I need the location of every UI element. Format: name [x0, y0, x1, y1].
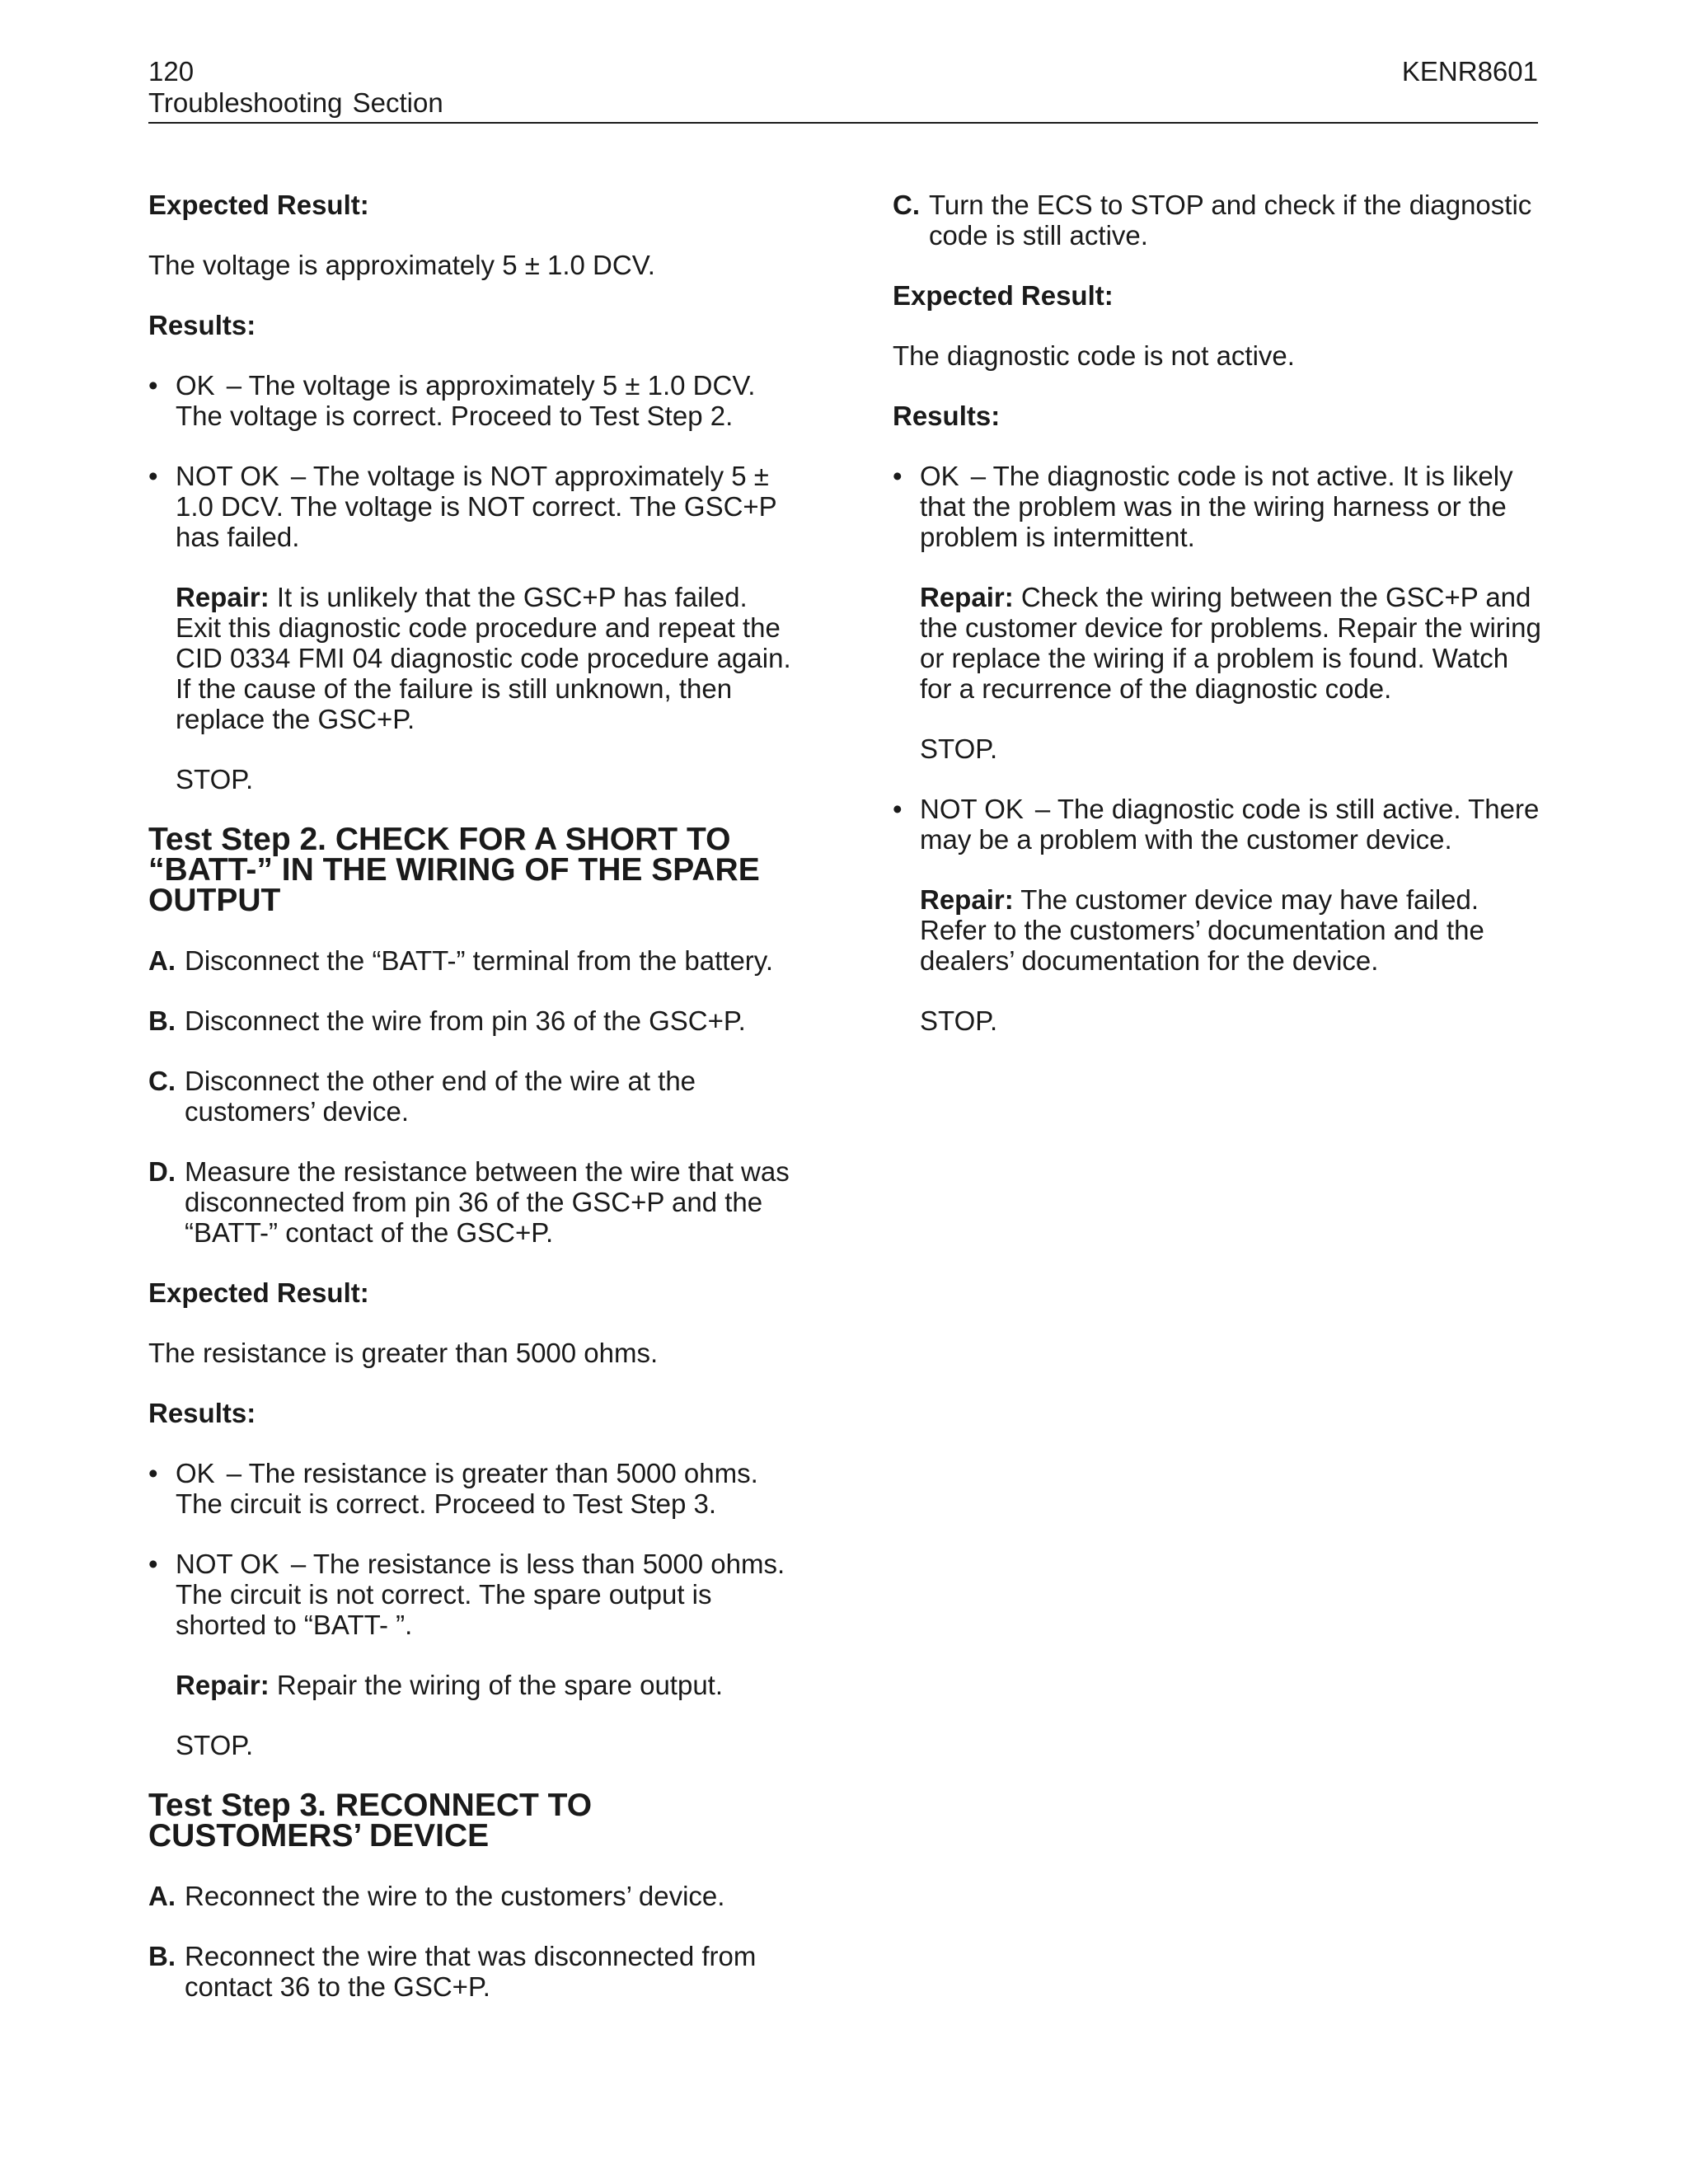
- bullet-icon: •: [148, 1549, 158, 1579]
- result-status: OK: [176, 370, 215, 401]
- result-text: – The voltage is approximately 5 ± 1.0 DCV. The voltage is correct. Proceed to Test Step 2.: [176, 370, 756, 431]
- step-letter: A.: [148, 1881, 176, 1911]
- result-text: – The diagnostic code is still active. There may be a problem with the customer device.: [920, 794, 1540, 855]
- repair-label: Repair:: [920, 582, 1014, 612]
- page-number: 120: [148, 56, 195, 87]
- expected-result-text: The diagnostic code is not active.: [893, 340, 1295, 371]
- document-id: KENR8601: [1401, 56, 1538, 87]
- results-label: Results:: [148, 310, 256, 340]
- result-not-ok: [148, 1549, 799, 1640]
- test-step-3-heading: Test Step 3. RECONNECT TO CUSTOMERS’ DEVICE: [148, 1788, 593, 1854]
- step-text: Measure the resistance between the wire that was disconnected from pin 36 of the GSC+P and the “BATT-” contact of the GSC+P.: [185, 1156, 790, 1248]
- repair-label: Repair:: [176, 1670, 270, 1700]
- results-label: Results:: [148, 1398, 256, 1428]
- result-status: NOT OK: [920, 794, 1024, 824]
- result-text: – The resistance is greater than 5000 ohms. The circuit is correct. Proceed to Test Step 3.: [176, 1458, 758, 1519]
- step-text: Reconnect the wire that was disconnected from contact 36 to the GSC+P.: [185, 1941, 757, 2002]
- step-3a: [148, 1881, 799, 1911]
- result-not-ok: [148, 461, 799, 552]
- step-letter: B.: [148, 1941, 176, 1971]
- result-not-ok: [893, 794, 1544, 855]
- stop-text: STOP.: [920, 1005, 998, 1036]
- repair-label: Repair:: [920, 884, 1014, 915]
- expected-result-label: Expected Result:: [893, 280, 1114, 311]
- result-status: NOT OK: [176, 461, 279, 491]
- bullet-icon: •: [893, 794, 903, 824]
- stop-text: STOP.: [176, 764, 254, 794]
- expected-result-label: Expected Result:: [148, 1277, 369, 1308]
- repair-instruction: [893, 884, 1544, 976]
- step-2a: [148, 945, 799, 976]
- bullet-icon: •: [893, 461, 903, 491]
- step-2b: [148, 1005, 799, 1036]
- repair-instruction: [893, 582, 1544, 704]
- result-status: OK: [176, 1458, 215, 1488]
- repair-instruction: [148, 1670, 799, 1700]
- repair-instruction: [148, 582, 799, 734]
- step-text: Reconnect the wire to the customers’ device.: [185, 1881, 725, 1911]
- step-2c: [148, 1066, 799, 1127]
- result-text: – The voltage is NOT approximately 5 ± 1.0 DCV. The voltage is NOT correct. The GSC+P has failed.: [176, 461, 777, 552]
- result-status: NOT OK: [176, 1549, 279, 1579]
- bullet-icon: •: [148, 370, 158, 401]
- step-letter: A.: [148, 945, 176, 976]
- step-text: Disconnect the wire from pin 36 of the GSC+P.: [185, 1005, 746, 1036]
- section-title: Troubleshooting Section: [148, 87, 443, 118]
- bullet-icon: •: [148, 461, 158, 491]
- step-3b: [148, 1941, 799, 2002]
- repair-text: The customer device may have failed. Refer to the customers’ documentation and the dealers’ documentation for the device.: [920, 884, 1484, 976]
- right-column: [893, 190, 1544, 1066]
- step-text: Turn the ECS to STOP and check if the diagnostic code is still active.: [929, 190, 1532, 251]
- step-letter: D.: [148, 1156, 176, 1187]
- result-text: – The resistance is less than 5000 ohms. The circuit is not correct. The spare output is shorted to “BATT- ”.: [176, 1549, 785, 1640]
- results-label: Results:: [893, 401, 1001, 431]
- test-step-2-heading: Test Step 2. CHECK FOR A SHORT TO “BATT-” IN THE WIRING OF THE SPARE OUTPUT: [148, 822, 760, 918]
- step-2d: [148, 1156, 799, 1248]
- expected-result-text: The resistance is greater than 5000 ohms.: [148, 1338, 659, 1368]
- result-ok: [893, 461, 1544, 552]
- step-3c: [893, 190, 1544, 251]
- left-column: [148, 190, 799, 2032]
- result-text: – The diagnostic code is not active. It is likely that the problem was in the wiring harness or the problem is intermittent.: [920, 461, 1513, 552]
- result-ok: [148, 370, 799, 431]
- bullet-icon: •: [148, 1458, 158, 1488]
- repair-label: Repair:: [176, 582, 270, 612]
- stop-text: STOP.: [176, 1730, 254, 1760]
- expected-result-text: The voltage is approximately 5 ± 1.0 DCV.: [148, 250, 655, 280]
- page-header: [148, 53, 1538, 124]
- expected-result-label: Expected Result:: [148, 190, 369, 220]
- result-status: OK: [920, 461, 959, 491]
- step-text: Disconnect the “BATT-” terminal from the battery.: [185, 945, 774, 976]
- stop-text: STOP.: [920, 733, 998, 764]
- step-letter: B.: [148, 1005, 176, 1036]
- repair-text: Repair the wiring of the spare output.: [276, 1670, 724, 1700]
- step-text: Disconnect the other end of the wire at the customers’ device.: [185, 1066, 696, 1127]
- step-letter: C.: [893, 190, 920, 220]
- repair-text: Check the wiring between the GSC+P and the customer device for problems. Repair the wiring or replace the wiring if a problem is found. Watch for a recurrence of the diagnostic code.: [920, 582, 1541, 704]
- step-letter: C.: [148, 1066, 176, 1096]
- result-ok: [148, 1458, 799, 1519]
- repair-text: It is unlikely that the GSC+P has failed. Exit this diagnostic code procedure and repeat the CID 0334 FMI 04 diagnostic code procedure again. If the cause of the failure is still unknown, then replace the GSC+P.: [176, 582, 791, 734]
